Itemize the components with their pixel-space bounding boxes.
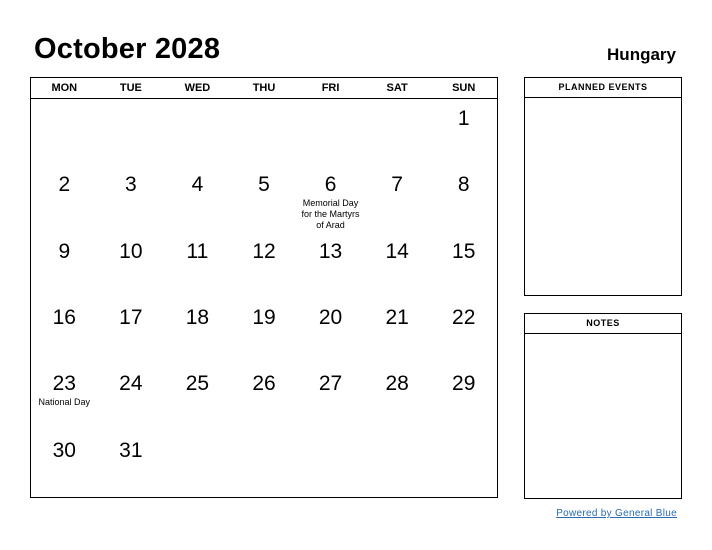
day-cell [164,232,231,298]
day-cell [231,99,298,165]
day-number: 21 [385,306,409,329]
notes-panel [524,313,682,499]
day-number: 13 [318,239,343,263]
day-number: 14 [385,239,409,263]
day-number: 8 [457,173,470,197]
day-cell [98,99,165,165]
day-number: 9 [58,239,71,263]
weekday-thu: THU [252,82,276,94]
day-cell [98,431,165,497]
day-cell [31,298,98,364]
day-cell [31,99,98,165]
day-cell [364,99,431,165]
day-cell [430,431,497,497]
day-cell [364,232,431,298]
day-cell [430,364,497,430]
day-cell [98,165,165,231]
day-cell [31,165,98,231]
weekday-sat: SAT [386,82,408,94]
calendar-grid [30,77,498,498]
day-cell [164,364,231,430]
country-label: Hungary [607,45,676,64]
weekday-tue: TUE [119,82,142,94]
day-cell [164,99,231,165]
day-number: 19 [252,306,276,329]
day-cell [297,165,364,231]
day-cell [297,232,364,298]
day-number: 12 [252,239,276,263]
day-number: 20 [318,306,343,329]
day-number: 4 [191,173,204,197]
day-cell [297,298,364,364]
day-cell [430,99,497,165]
day-cell [364,364,431,430]
day-cell [31,364,98,430]
weekday-fri: FRI [321,82,340,94]
day-cell [98,298,165,364]
notes-heading: NOTES [525,314,681,334]
calendar-weeks [31,99,497,497]
day-number: 10 [119,239,143,263]
powered-by-link[interactable]: Powered by General Blue [556,508,677,519]
day-number: 26 [252,372,276,396]
day-number: 23 [52,372,76,396]
day-number: 24 [119,372,143,396]
planned-events-heading: PLANNED EVENTS [525,78,681,98]
day-number: 18 [185,306,210,329]
weekday-wed: WED [184,82,211,94]
day-number: 6 [324,173,337,197]
day-number: 25 [185,372,210,396]
day-number: 22 [452,306,476,329]
day-cell [297,99,364,165]
day-cell [31,232,98,298]
day-number: 2 [58,173,71,197]
day-cell [364,298,431,364]
planned-events-panel [524,77,682,296]
day-cell [430,165,497,231]
weekday-sun: SUN [452,82,476,94]
day-cell [231,165,298,231]
day-cell [297,364,364,430]
day-cell [364,165,431,231]
day-number: 29 [452,372,476,396]
day-cell [364,431,431,497]
month-title: October 2028 [34,33,221,65]
day-cell [164,431,231,497]
weekday-mon: MON [51,82,78,94]
day-cell [231,431,298,497]
day-cell [164,165,231,231]
day-number: 16 [52,306,76,329]
day-number: 15 [452,239,476,263]
day-cell [231,232,298,298]
holiday-label: National Day [38,397,91,408]
day-cell [98,364,165,430]
day-cell [231,364,298,430]
day-number: 3 [125,173,137,197]
holiday-label: Memorial Day for the Martyrs of Arad [301,198,360,231]
day-number: 30 [52,438,76,462]
day-number: 28 [385,372,409,396]
day-number: 31 [119,438,143,462]
day-cell [430,232,497,298]
weekday-header-row [31,78,497,99]
day-cell [430,298,497,364]
day-number: 5 [258,173,270,197]
day-cell [231,298,298,364]
day-cell [164,298,231,364]
day-cell [31,431,98,497]
day-number: 17 [119,306,143,329]
day-number: 11 [186,239,209,263]
day-number: 27 [318,372,343,396]
day-cell [297,431,364,497]
day-cell [98,232,165,298]
day-number: 1 [457,107,470,130]
day-number: 7 [391,173,403,197]
